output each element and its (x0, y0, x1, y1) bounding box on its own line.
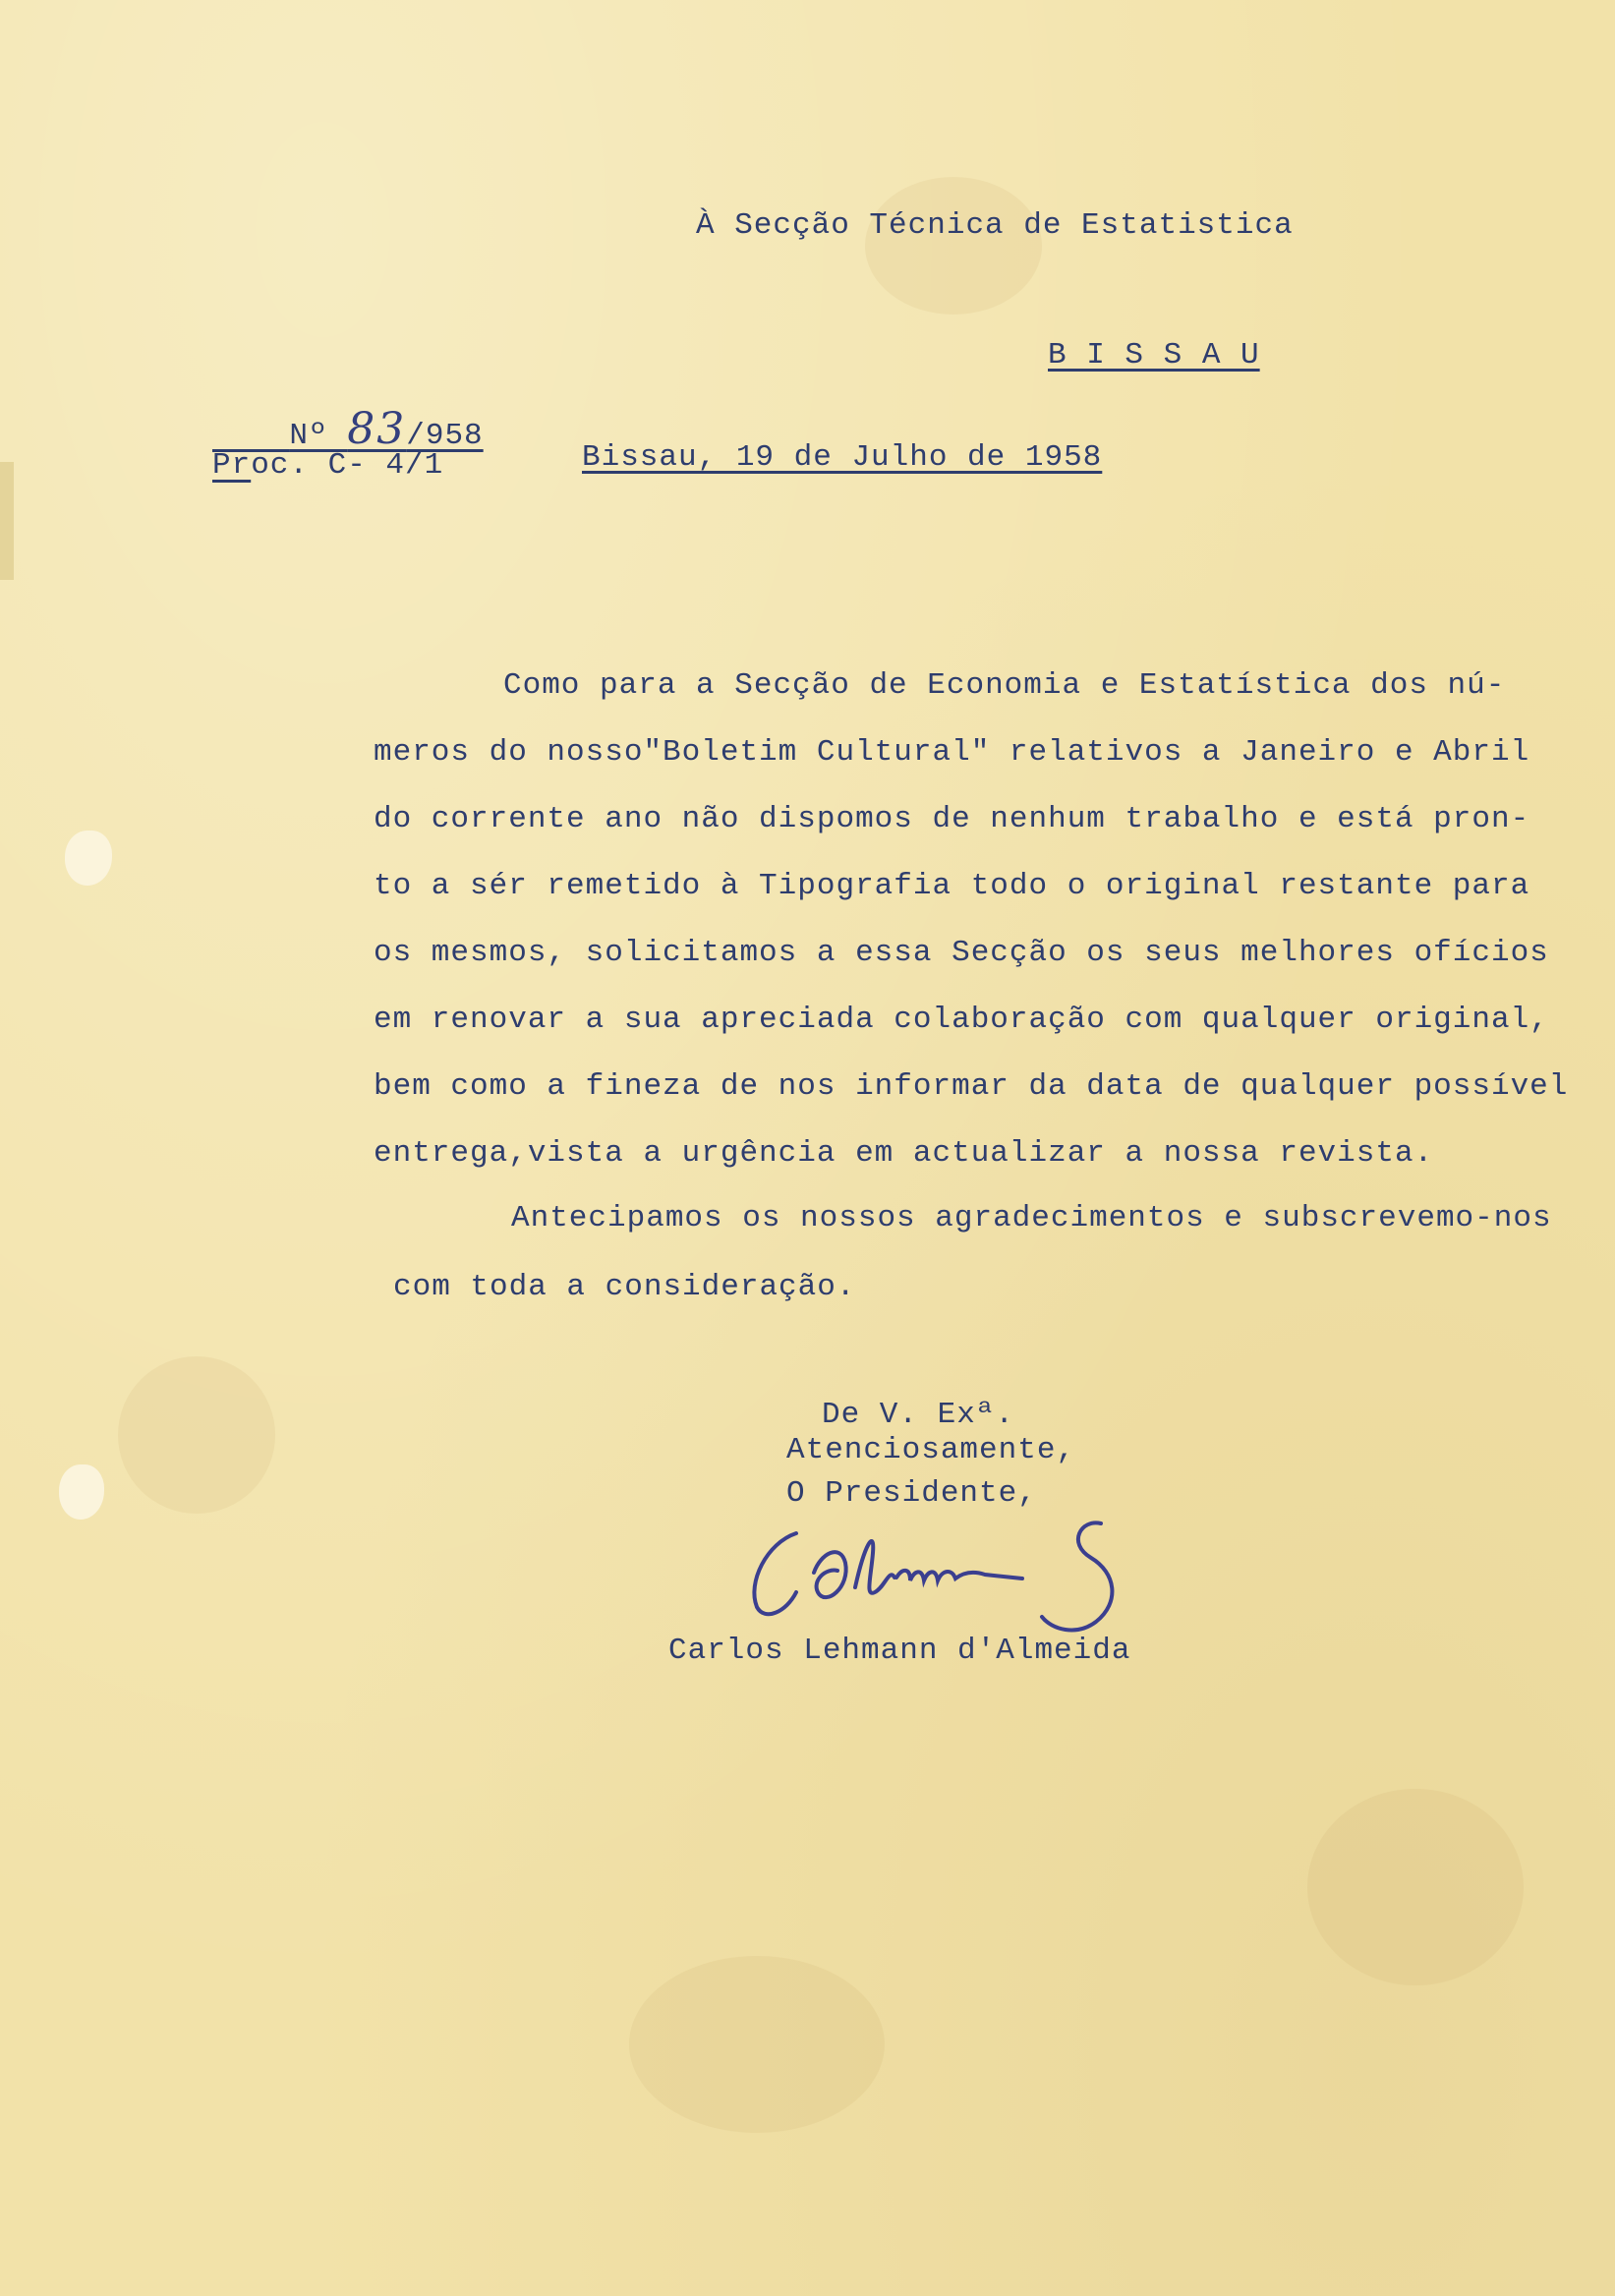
signatory-name: Carlos Lehmann d'Almeida (668, 1634, 1131, 1668)
reference-number-value: 83 (347, 404, 407, 454)
body-line: do corrente ano não dispomos de nenhum trabalho e está pron- (374, 802, 1530, 836)
closing-line: Atenciosamente, (786, 1433, 1076, 1467)
reference-number-prefix: Nº (289, 419, 348, 453)
body-line: bem como a fineza de nos informar da data de qualquer possível (374, 1069, 1569, 1104)
punch-hole-bottom (59, 1464, 104, 1520)
closing-line: De V. Exª. (822, 1398, 1015, 1432)
body-line: Como para a Secção de Economia e Estatística dos nú- (503, 668, 1506, 703)
body-line: Antecipamos os nossos agradecimentos e subscrevemo-nos (511, 1201, 1552, 1235)
punch-hole-top (65, 831, 112, 886)
paper-stain (629, 1956, 885, 2133)
location: B I S S A U (1048, 338, 1260, 373)
body-line: com toda a consideração. (393, 1270, 856, 1304)
process-reference: Proc. C- 4/1 (212, 448, 444, 483)
body-line: meros do nosso"Boletim Cultural" relativos a Janeiro e Abril (374, 735, 1530, 770)
paper-stain (118, 1356, 275, 1514)
closing-line: O Presidente, (786, 1476, 1037, 1511)
paper-stain (1307, 1789, 1524, 1985)
date-line: Bissau, 19 de Julho de 1958 (582, 440, 1103, 475)
addressee: À Secção Técnica de Estatistica (696, 208, 1294, 243)
body-line: to a sér remetido à Tipografia todo o original restante para (374, 869, 1530, 903)
paper-stain (865, 177, 1042, 315)
body-line: em renovar a sua apreciada colaboração com qualquer original, (374, 1003, 1549, 1037)
paper-fold-edge (0, 462, 14, 580)
body-line: entrega,vista a urgência em actualizar a nossa revista. (374, 1136, 1434, 1171)
reference-number-year: /958 (406, 419, 484, 453)
body-line: os mesmos, solicitamos a essa Secção os seus melhores ofícios (374, 936, 1549, 970)
